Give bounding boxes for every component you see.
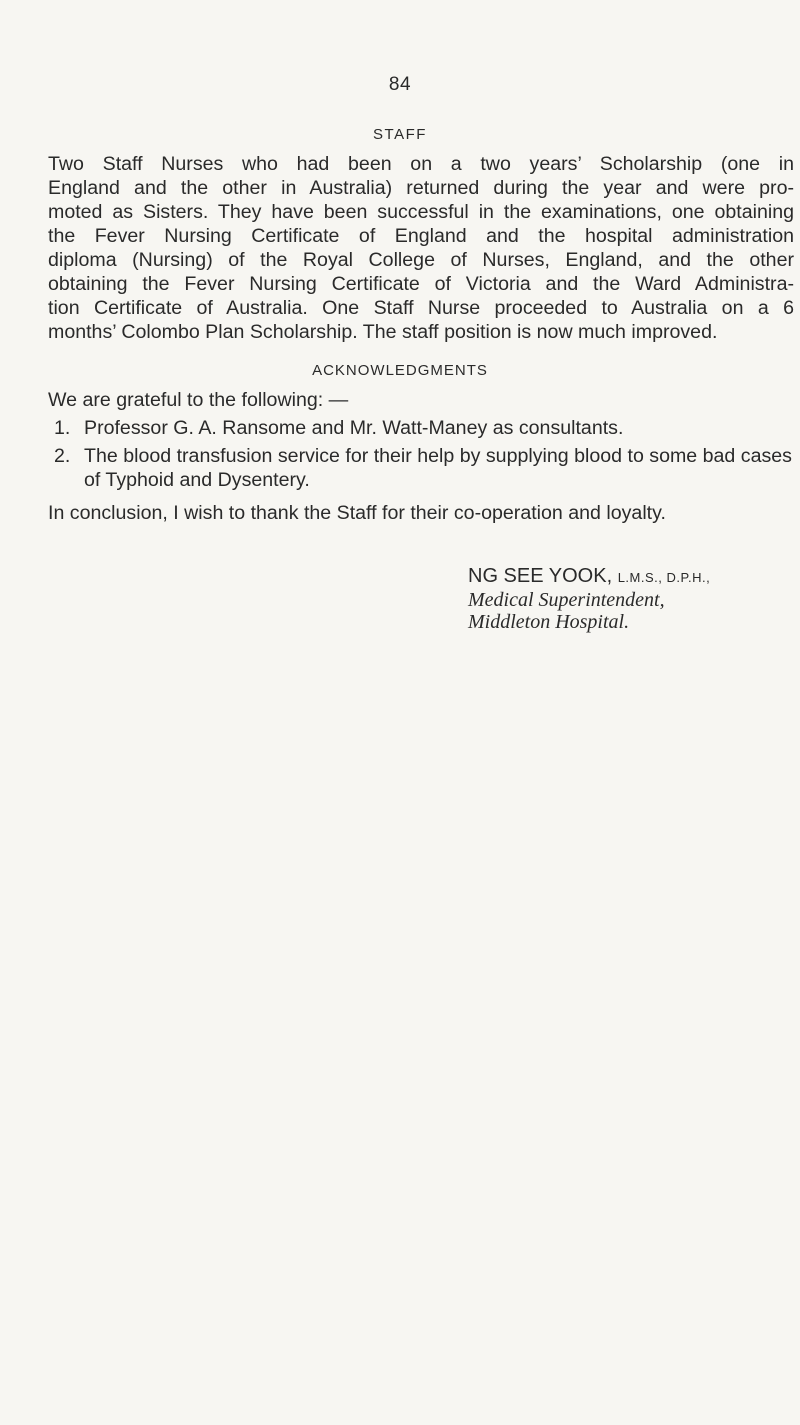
list-item-number: 1. bbox=[54, 417, 71, 439]
acknowledgments-intro: We are grateful to the following: — bbox=[48, 389, 349, 411]
staff-paragraph-line: the Fever Nursing Certificate of England and the hospital administration bbox=[48, 225, 794, 247]
signature-hospital: Middleton Hospital. bbox=[468, 611, 630, 633]
signature-title: Medical Superintendent, bbox=[468, 589, 665, 611]
page-number: 84 bbox=[388, 74, 412, 95]
list-item bbox=[54, 444, 794, 492]
list-item bbox=[54, 416, 794, 440]
staff-paragraph-line: tion Certificate of Australia. One Staff Nurse proceeded to Australia on a 6 bbox=[48, 297, 794, 319]
list-item-text: Professor G. A. Ransome and Mr. Watt-Maney as consultants. bbox=[84, 417, 624, 439]
staff-heading: STAFF bbox=[373, 126, 427, 143]
staff-paragraph-line: England and the other in Australia) returned during the year and were pro- bbox=[48, 177, 794, 199]
staff-paragraph-line: obtaining the Fever Nursing Certificate of Victoria and the Ward Administra- bbox=[48, 273, 794, 295]
list-item-number: 2. bbox=[54, 445, 71, 467]
staff-paragraph-line: diploma (Nursing) of the Royal College of Nurses, England, and the other bbox=[48, 249, 794, 271]
signature-name-line bbox=[468, 565, 798, 589]
signature-name: NG SEE YOOK, bbox=[468, 565, 613, 587]
staff-paragraph-line: Two Staff Nurses who had been on a two years’ Scholarship (one in bbox=[48, 153, 794, 175]
acknowledgments-heading: ACKNOWLEDGMENTS bbox=[312, 362, 488, 379]
staff-paragraph-line: moted as Sisters. They have been successful in the examinations, one obtaining bbox=[48, 201, 794, 223]
conclusion-paragraph: In conclusion, I wish to thank the Staff for their co-operation and loyalty. bbox=[48, 502, 666, 524]
signature-qualifications: L.M.S., D.P.H., bbox=[617, 570, 711, 585]
signature-block bbox=[468, 565, 798, 633]
list-item-text: The blood transfusion service for their help by supplying blood to some bad cases of Typhoid and Dysentery. bbox=[84, 445, 792, 491]
acknowledgments-list bbox=[54, 416, 794, 496]
staff-paragraph bbox=[48, 152, 794, 344]
staff-paragraph-line: months’ Colombo Plan Scholarship. The staff position is now much improved. bbox=[48, 321, 718, 343]
